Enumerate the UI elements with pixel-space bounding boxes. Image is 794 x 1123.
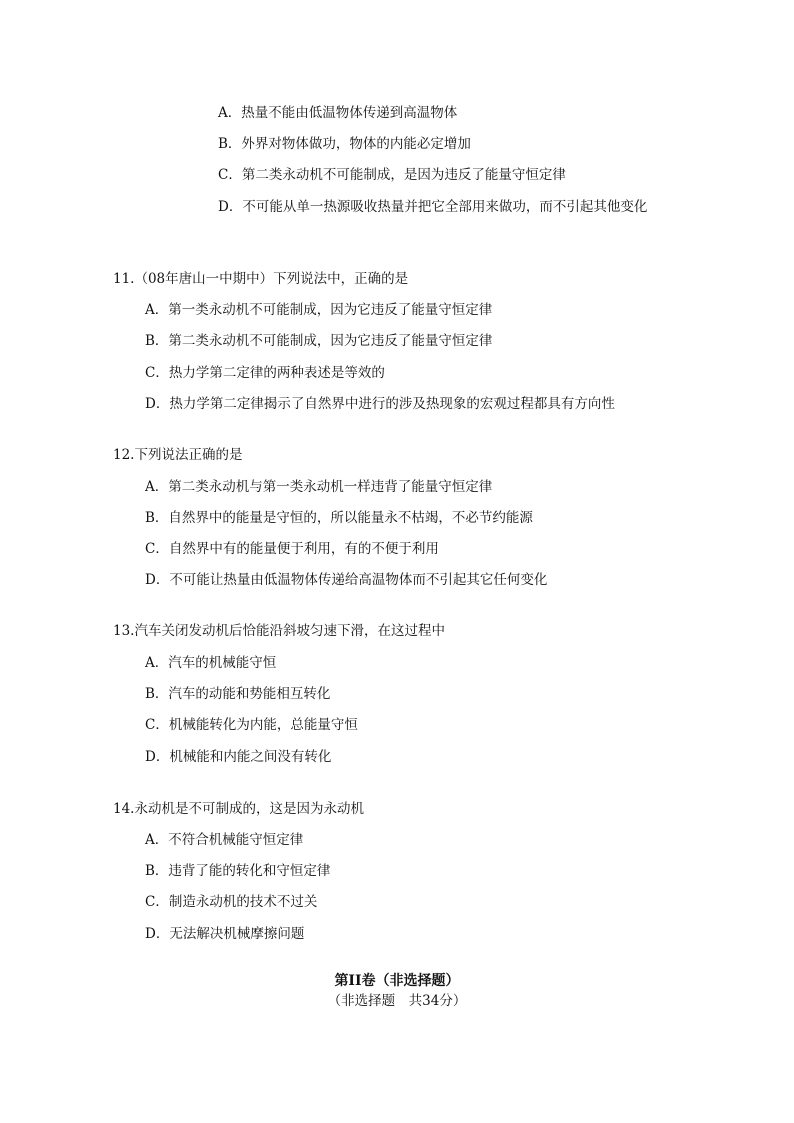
q11-option-d: D．热力学第二定律揭示了自然界中进行的涉及热现象的宏观过程都具有方向性 — [145, 396, 615, 412]
q11-option-c: C．热力学第二定律的两种表述是等效的 — [145, 365, 385, 381]
q12-option-b: B．自然界中的能量是守恒的，所以能量永不枯竭，不必节约能源 — [145, 510, 533, 526]
q14-option-d: D．无法解决机械摩擦问题 — [145, 926, 305, 942]
q10-option-c: C．第二类永动机不可能制成，是因为违反了能量守恒定律 — [218, 167, 566, 183]
q14-option-b: B．违背了能的转化和守恒定律 — [145, 863, 331, 879]
q11-option-b: B．第二类永动机不可能制成，因为它违反了能量守恒定律 — [145, 333, 493, 349]
q11-stem: 11.（08年唐山一中期中）下列说法中，正确的是 — [113, 271, 409, 287]
q14-option-a: A．不符合机械能守恒定律 — [145, 832, 304, 848]
q13-option-a: A．汽车的机械能守恒 — [145, 655, 277, 671]
q12-option-d: D．不可能让热量由低温物体传递给高温物体而不引起其它任何变化 — [145, 572, 548, 588]
section-subtitle: （非选择题 共34分） — [327, 993, 467, 1009]
q12-option-c: C．自然界中有的能量便于利用，有的不便于利用 — [145, 541, 439, 557]
q13-option-c: C．机械能转化为内能，总能量守恒 — [145, 717, 358, 733]
q12-stem: 12.下列说法正确的是 — [113, 447, 243, 463]
q10-option-b: B．外界对物体做功，物体的内能必定增加 — [218, 136, 471, 152]
section-title: 第II卷（非选择题） — [334, 973, 460, 989]
q13-stem: 13.汽车关闭发动机后恰能沿斜坡匀速下滑，在这过程中 — [113, 623, 445, 639]
q10-option-d: D．不可能从单一热源吸收热量并把它全部用来做功，而不引起其他变化 — [218, 199, 648, 215]
q10-option-a: A．热量不能由低温物体传递到高温物体 — [218, 105, 458, 121]
q11-option-a: A．第一类永动机不可能制成，因为它违反了能量守恒定律 — [145, 302, 493, 318]
q13-option-b: B．汽车的动能和势能相互转化 — [145, 686, 331, 702]
q12-option-a: A．第二类永动机与第一类永动机一样违背了能量守恒定律 — [145, 479, 493, 495]
q14-stem: 14.永动机是不可制成的，这是因为永动机 — [113, 801, 364, 817]
q13-option-d: D．机械能和内能之间没有转化 — [145, 749, 332, 765]
q14-option-c: C．制造永动机的技术不过关 — [145, 894, 318, 910]
